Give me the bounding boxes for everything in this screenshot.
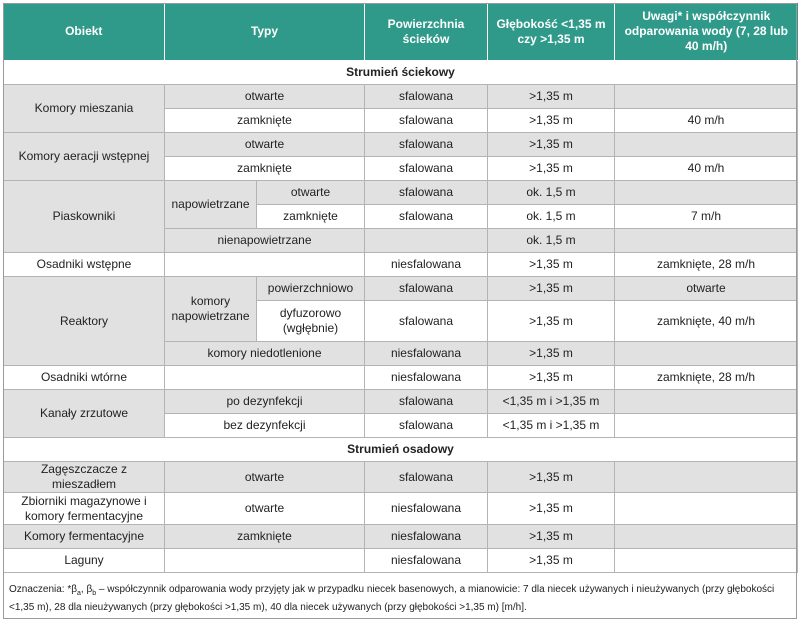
notes-cell — [615, 390, 798, 414]
surface-cell: niesfalowana — [365, 549, 488, 573]
table-row — [4, 181, 798, 205]
type-cell: zamknięte — [165, 157, 365, 181]
data-table — [3, 3, 798, 573]
notes-cell — [615, 133, 798, 157]
section-osadowy: Strumień osadowy — [4, 438, 798, 462]
object-name: Laguny — [4, 549, 165, 573]
table-row — [4, 493, 798, 525]
surface-cell: sfalowana — [365, 414, 488, 438]
object-name: Komory fermentacyjne — [4, 525, 165, 549]
notes-cell — [615, 342, 798, 366]
table-row — [4, 253, 798, 277]
depth-cell: <1,35 m i >1,35 m — [488, 390, 615, 414]
notes-cell — [615, 229, 798, 253]
depth-cell: >1,35 m — [488, 253, 615, 277]
type-cell: otwarte — [165, 133, 365, 157]
section-row — [4, 438, 798, 462]
type-cell: po dezynfekcji — [165, 390, 365, 414]
type-cell: otwarte — [165, 85, 365, 109]
surface-cell: sfalowana — [365, 277, 488, 301]
depth-cell: >1,35 m — [488, 462, 615, 493]
type-cell: bez dezynfekcji — [165, 414, 365, 438]
subtype-cell: napowietrzane — [165, 181, 257, 229]
surface-cell: sfalowana — [365, 301, 488, 342]
header-powierzchnia: Powierzchnia ścieków — [365, 3, 488, 61]
object-name: Komory aeracji wstępnej — [4, 133, 165, 181]
notes-cell: 40 m/h — [615, 157, 798, 181]
depth-cell: >1,35 m — [488, 493, 615, 525]
type-cell: zamknięte — [165, 525, 365, 549]
surface-cell — [365, 229, 488, 253]
footnote-prefix: Oznaczenia: *β — [9, 584, 78, 595]
notes-cell: zamknięte, 40 m/h — [615, 301, 798, 342]
table-row — [4, 549, 798, 573]
object-name: Zbiorniki magazynowe i komory fermentacyjne — [4, 493, 165, 525]
notes-cell: zamknięte, 28 m/h — [615, 253, 798, 277]
type-cell: zamknięte — [165, 109, 365, 133]
depth-cell: >1,35 m — [488, 133, 615, 157]
surface-cell: niesfalowana — [365, 493, 488, 525]
depth-cell: <1,35 m i >1,35 m — [488, 414, 615, 438]
notes-cell: 7 m/h — [615, 205, 798, 229]
type-cell: komory niedotlenione — [165, 342, 365, 366]
table-row — [4, 133, 798, 157]
surface-cell: sfalowana — [365, 390, 488, 414]
type-cell: otwarte — [165, 462, 365, 493]
object-name: Kanały zrzutowe — [4, 390, 165, 438]
depth-cell: >1,35 m — [488, 109, 615, 133]
type-cell: zamknięte — [257, 205, 365, 229]
object-name: Zagęszczacze z mieszadłem — [4, 462, 165, 493]
footnote-sub-a: a — [77, 590, 81, 597]
surface-cell: sfalowana — [365, 133, 488, 157]
depth-cell: >1,35 m — [488, 301, 615, 342]
surface-cell: sfalowana — [365, 205, 488, 229]
type-cell: powierzchniowo — [257, 277, 365, 301]
table-row — [4, 277, 798, 301]
table-row — [4, 390, 798, 414]
type-cell: otwarte — [257, 181, 365, 205]
notes-cell — [615, 414, 798, 438]
surface-cell: sfalowana — [365, 85, 488, 109]
header-uwagi: Uwagi* i współczynnik odparowania wody (7, 28 lub 40 m/h) — [615, 3, 798, 61]
depth-cell: >1,35 m — [488, 277, 615, 301]
depth-cell: >1,35 m — [488, 85, 615, 109]
type-cell — [165, 253, 365, 277]
object-name: Piaskowniki — [4, 181, 165, 253]
object-name: Komory mieszania — [4, 85, 165, 133]
type-cell: otwarte — [165, 493, 365, 525]
depth-cell: >1,35 m — [488, 157, 615, 181]
section-sciekowy: Strumień ściekowy — [4, 61, 798, 85]
footnote-sub-b: b — [92, 590, 97, 597]
footnote-text: – współczynnik odparowania wody przyjęty jak w przypadku niecek basenowych, a mianowicie: 7 dla niecek używanych i nieużywanych (przy głębokości <1,35 m), 28 dla nieużywanych (przy głębokości >1,35 m), 40 dla niecek używanych (przy głębokości >1,35 m) [m/h]. — [9, 584, 775, 613]
surface-cell: niesfalowana — [365, 525, 488, 549]
subtype-cell: komory napowietrzane — [165, 277, 257, 342]
header-glebokosc: Głębokość <1,35 m czy >1,35 m — [488, 3, 615, 61]
notes-cell: 40 m/h — [615, 109, 798, 133]
notes-cell — [615, 181, 798, 205]
depth-cell: ok. 1,5 m — [488, 181, 615, 205]
type-cell — [165, 549, 365, 573]
surface-cell: niesfalowana — [365, 342, 488, 366]
table-row — [4, 85, 798, 109]
type-cell: dyfuzorowo (wgłębnie) — [257, 301, 365, 342]
depth-cell: >1,35 m — [488, 366, 615, 390]
object-name: Reaktory — [4, 277, 165, 366]
section-row — [4, 61, 798, 85]
header-obiekt: Obiekt — [4, 3, 165, 61]
surface-cell: sfalowana — [365, 157, 488, 181]
notes-cell — [615, 85, 798, 109]
depth-cell: ok. 1,5 m — [488, 205, 615, 229]
table-row — [4, 525, 798, 549]
depth-cell: >1,35 m — [488, 342, 615, 366]
notes-cell — [615, 549, 798, 573]
object-name: Osadniki wstępne — [4, 253, 165, 277]
notes-cell: otwarte — [615, 277, 798, 301]
notes-cell — [615, 462, 798, 493]
surface-cell: niesfalowana — [365, 253, 488, 277]
footnote — [3, 579, 783, 619]
table-row — [4, 366, 798, 390]
header-typy: Typy — [165, 3, 365, 61]
object-name: Osadniki wtórne — [4, 366, 165, 390]
surface-cell: sfalowana — [365, 462, 488, 493]
depth-cell: ok. 1,5 m — [488, 229, 615, 253]
table-row — [4, 462, 798, 493]
depth-cell: >1,35 m — [488, 525, 615, 549]
type-cell — [165, 366, 365, 390]
notes-cell — [615, 493, 798, 525]
notes-cell — [615, 525, 798, 549]
depth-cell: >1,35 m — [488, 549, 615, 573]
header-row — [4, 3, 798, 61]
type-cell: nienapowietrzane — [165, 229, 365, 253]
surface-cell: niesfalowana — [365, 366, 488, 390]
surface-cell: sfalowana — [365, 181, 488, 205]
notes-cell: zamknięte, 28 m/h — [615, 366, 798, 390]
surface-cell: sfalowana — [365, 109, 488, 133]
footnote-mid: , β — [80, 584, 93, 595]
